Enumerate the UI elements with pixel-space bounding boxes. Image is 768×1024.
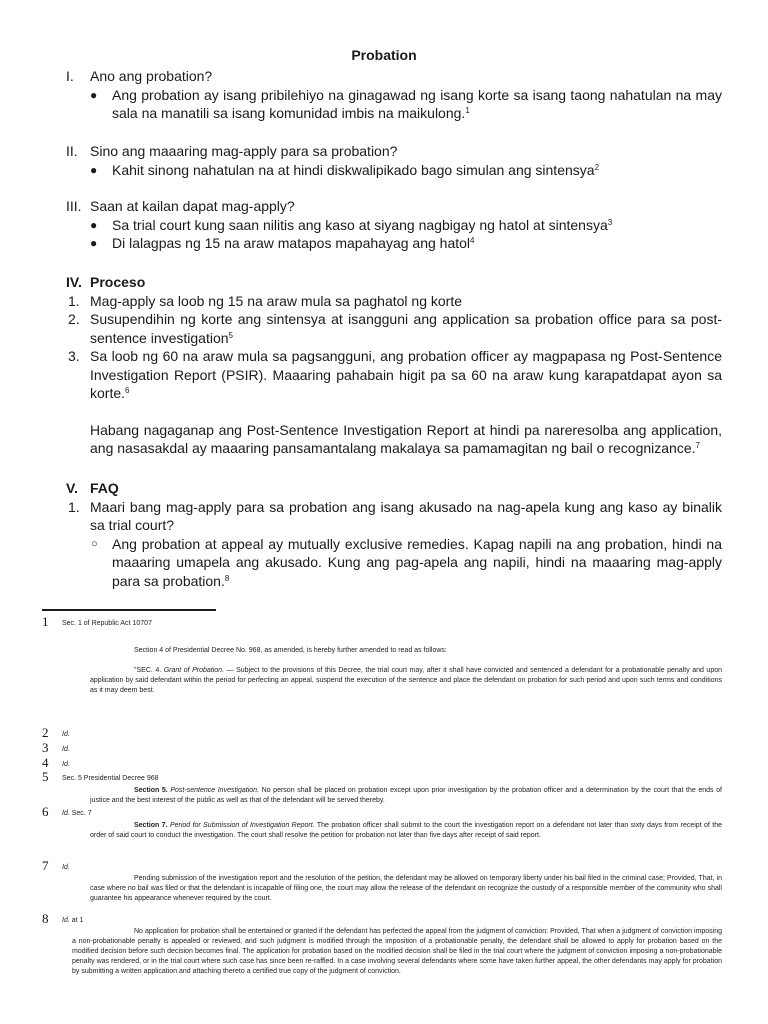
section-5 <box>48 479 722 590</box>
section-heading: I. Ano ang probation? <box>66 68 213 84</box>
footnote-text: Id. <box>62 864 70 871</box>
footnote-text: Id. at 1 <box>62 917 84 924</box>
bullet-icon: ● <box>90 87 98 102</box>
footnote-number: 7 <box>42 858 49 873</box>
section-heading: II. Sino ang maaaring mag-apply para sa probation? <box>66 143 398 159</box>
footnote-number: 5 <box>42 769 49 784</box>
list-item: 1. Mag-apply sa loob ng 15 na araw mula sa paghatol ng korte <box>68 292 463 309</box>
footnote-number: 8 <box>42 911 49 926</box>
bullet-item: ● Sa trial court kung saan nilitis ang kaso at siyang nagbigay ng hatol at sintensya$^3$ <box>90 216 613 233</box>
list-item: 2. Susupendihin ng korte ang sintensya at isangguni ang application sa probation office para sa post-sentence investigation$^5$ <box>68 311 722 346</box>
page-title: Probation <box>351 47 417 63</box>
section-4 <box>48 273 722 458</box>
footnote-paragraph: "SEC. 4. Grant of Probation. — Subject to the provisions of this Decree, the trial court may, after it shall have convicted and sentenced a defendant for a probationable penalty and upon application by said defendant within the period for perfecting an appeal, suspend the execution of the sentence and place the defendant on probation for such period and upon such terms and conditions as it may deem best. <box>90 667 722 694</box>
bullet-icon: ● <box>90 236 98 250</box>
faq-answer: ○ Ang probation at appeal ay mutually exclusive remedies. Kapag napili na ang probation, hindi na maaaring umapela ang akusado. Kung ang pag-apela ang napili, hindi na maaaring mag-apply para sa probation.$^8$ <box>91 535 722 589</box>
footnote-text: Sec. 1 of Republic Act 10707 <box>62 620 152 627</box>
footnote-paragraph: No application for probation shall be entertained or granted if the defendant has perfected the appeal from the judgment of conviction: Provided, That when a judgment of conviction imposing a non-probationable penalty is appealed or reviewed, and such judgment is modified through the imposition of a probationable penalty, the defendant shall be allowed to apply for probation based on the modified decision before such decision becomes final. The application for probation based on the modified decision shall be filed in the trial court where the judgment of conviction imposing a non-probationable penalty was rendered, or in the trial court where such case has since been re-raffled. In a case involving several defendants where some have taken further appeal, the other defendants may apply for probation by submitting a written application and attaching thereto a certified true copy of the judgment of conviction. <box>72 928 722 975</box>
section-3 <box>48 197 722 253</box>
footnote-paragraph: Pending submission of the investigation report and the resolution of the petition, the defendant may be allowed on temporary liberty under his bail filed in the criminal case; Provided, That, in case where no bail was filed or that the defendant is incapable of filing one, the court may allow the release of the defendant on recognize the custody of a responsible member of the community who shall guarantee his appearance whenever required by the court. <box>90 875 722 902</box>
bullet-icon: ● <box>90 162 98 177</box>
footnote-number: 1 <box>42 614 49 629</box>
footnote-number: 4 <box>42 755 49 770</box>
circle-bullet-icon: ○ <box>91 537 98 550</box>
section-1 <box>48 67 722 123</box>
footnote-paragraph: Section 5. Post-sentence Investigation. No person shall be placed on probation except upon prior investigation by the probation officer and a determination by the court that the ends of justice and the best interest of the public as well as that of the defendant will be served thereby. <box>90 787 722 804</box>
bullet-item: ● Ang probation ay isang pribilehiyo na ginagawad ng isang korte sa isang taong nahatulan na may sala na manatili sa isang komunidad imbis na maikulong.$^1$ <box>90 86 722 121</box>
footnote-text: Id. <box>62 731 70 738</box>
footnote-text: Id. <box>62 761 70 768</box>
footnote-number: 6 <box>42 804 49 819</box>
section-heading: V. FAQ <box>66 480 119 496</box>
footnote-paragraph: Section 4 of Presidential Decree No. 968, as amended, is hereby further amended to read as follows: <box>134 647 447 654</box>
footnote-text: Sec. 5 Presidential Decree 968 <box>62 775 159 782</box>
bullet-item: ● Di lalagpas ng 15 na araw matapos mapahayag ang hatol$^4$ <box>90 235 475 251</box>
footnote-number: 2 <box>42 725 49 740</box>
footnote-number: 3 <box>42 740 49 755</box>
paragraph: Habang nagaganap ang Post-Sentence Investigation Report at hindi pa nareresolba ang application, ang nasasakdal ay maaaring pansamantalang makalaya sa pamamagitan ng bail o recognizance.$^7$ <box>90 421 722 456</box>
footnote-paragraph: Section 7. Period for Submission of Investigation Report. The probation officer shall submit to the court the investigation report on a defendant not later than sixty days from receipt of the order of said court to conduct the investigation. The court shall resolve the petition for probation not later than five days after receipt of said report. <box>90 822 723 839</box>
bullet-item: ● Kahit sinong nahatulan na at hindi diskwalipikado bago simulan ang sintensya$^2$ <box>90 161 600 178</box>
bullet-icon: ● <box>90 217 98 232</box>
section-heading: IV. Proceso <box>66 274 146 290</box>
list-item: 3. Sa loob ng 60 na araw mula sa pagsangguni, ang probation officer ay magpapasa ng Post-Sentence Investigation Report (PSIR). Maaaring pahabain higit pa sa 60 na araw kung karapatdapat ayon sa korte.$^6$ <box>68 348 722 401</box>
faq-question: 1. Maari bang mag-apply para sa probation ang isang akusado na nag-apela kung ang kaso ay binalik sa trial court? <box>68 498 722 533</box>
section-heading: III. Saan at kailan dapat mag-apply? <box>66 198 295 214</box>
footnote-divider <box>42 609 216 611</box>
section-2 <box>48 142 722 179</box>
footnote-text: Id. Sec. 7 <box>62 810 92 817</box>
footnote-text: Id. <box>62 746 70 753</box>
